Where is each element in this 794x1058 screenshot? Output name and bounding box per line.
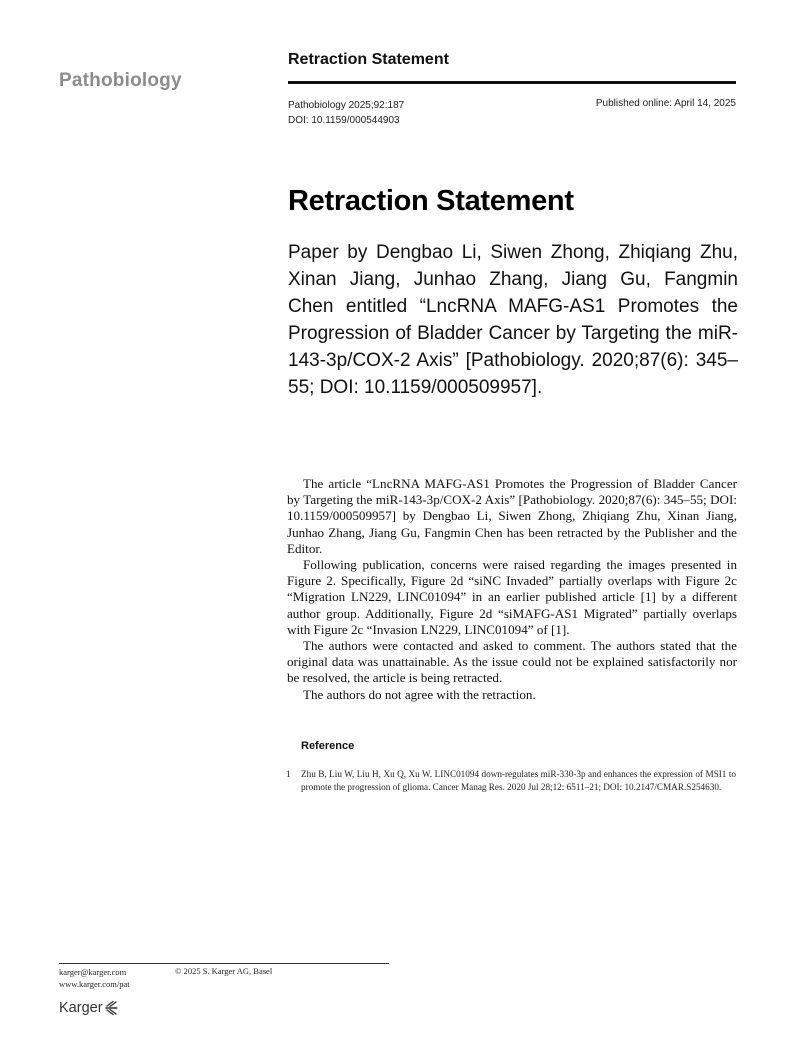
- doi-link[interactable]: DOI: 10.1159/000544903: [288, 115, 400, 126]
- footer-email[interactable]: karger@karger.com: [59, 967, 127, 977]
- citation-block: [288, 98, 404, 128]
- journal-name: Pathobiology: [59, 70, 182, 91]
- section-label: Retraction Statement: [288, 51, 449, 68]
- footer-rule: [59, 963, 389, 964]
- karger-mark-icon: [104, 1000, 119, 1016]
- footer-contact: [59, 966, 130, 990]
- reference-text: Zhu B, Liu W, Liu H, Xu Q, Xu W. LINC01094 down-regulates miR-330-3p and enhances the expression of MSI1 to promote the progression of glioma. Cancer Manag Res. 2020 Jul 28;12: 6511–21; DOI: 10.2147/CMAR.S254630.: [301, 769, 736, 792]
- footer-copyright: © 2025 S. Karger AG, Basel: [175, 966, 273, 976]
- citation: Pathobiology 2025;92:187: [288, 100, 405, 111]
- header-rule: [288, 81, 736, 84]
- article-subtitle: Paper by Dengbao Li, Siwen Zhong, Zhiqiang Zhu, Xinan Jiang, Junhao Zhang, Jiang Gu, Fangmin Chen entitled “LncRNA MAFG-AS1 Promotes the Progression of Bladder Cancer by Targeting the miR-143-3p/COX-2 Axis” [Pathobiology. 2020;87(6): 345–55; DOI: 10.1159/000509957].: [288, 242, 738, 398]
- published-date: Published online: April 14, 2025: [595, 98, 736, 109]
- publisher-name: Karger: [59, 1000, 103, 1016]
- reference-heading: Reference: [301, 740, 355, 752]
- reference-number: 1: [286, 769, 291, 779]
- footer-website[interactable]: www.karger.com/pat: [59, 979, 130, 989]
- reference-list: [286, 768, 736, 794]
- article-body: [287, 476, 737, 703]
- body-paragraph: Following publication, concerns were raised regarding the images presented in Figure 2. Specifically, Figure 2d “siNC Invaded” partially overlaps with Figure 2c “Migration LN229, LINC01094” in an earlier published article [1] by a different author group. Additionally, Figure 2d “siMAFG-AS1 Migrated” partially overlaps with Figure 2c “Invasion LN229, LINC01094” of [1].: [287, 557, 737, 637]
- body-paragraph: The article “LncRNA MAFG-AS1 Promotes the Progression of Bladder Cancer by Targeting the miR-143-3p/COX-2 Axis” [Pathobiology. 2020;87(6): 345–55; DOI: 10.1159/000509957] by Dengbao Li, Siwen Zhong, Zhiqiang Zhu, Xinan Jiang, Junhao Zhang, Jiang Gu, Fangmin Chen has been retracted by the Publisher and the Editor.: [287, 476, 737, 556]
- body-paragraph: The authors do not agree with the retraction.: [303, 686, 536, 702]
- body-paragraph: The authors were contacted and asked to comment. The authors stated that the original data was unattainable. As the issue could not be explained satisfactorily nor be resolved, the article is being retracted.: [287, 638, 737, 686]
- reference-item: [286, 768, 736, 794]
- publisher-logo: [59, 1000, 119, 1016]
- article-title: Retraction Statement: [288, 185, 574, 217]
